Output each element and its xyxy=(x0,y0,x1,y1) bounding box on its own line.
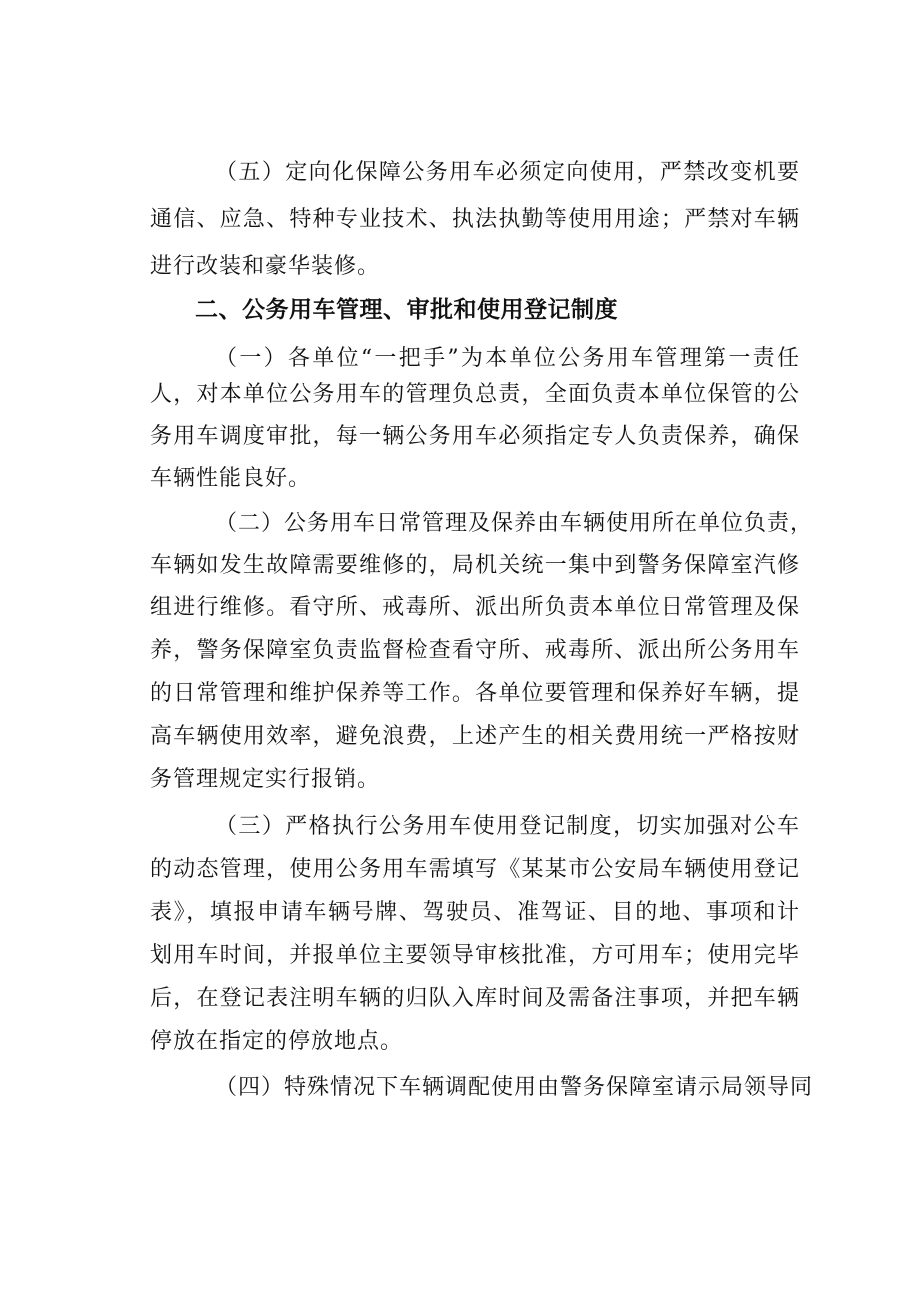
paragraph-line: 后，在登记表注明车辆的归队入库时间及需备注事项，并把车辆 xyxy=(150,986,800,1011)
paragraph-line: 表》，填报申请车辆号牌、驾驶员、准驾证、目的地、事项和计 xyxy=(150,900,800,925)
paragraph-line: 高车辆使用效率，避免浪费，上述产生的相关费用统一严格按财 xyxy=(150,724,800,749)
paragraph-line: 的动态管理，使用公务用车需填写《某某市公安局车辆使用登记 xyxy=(150,857,800,882)
paragraph-line: 进行改装和豪华装修。 xyxy=(150,254,381,279)
paragraph-line: 组进行维修。看守所、戒毒所、派出所负责本单位日常管理及保 xyxy=(150,595,800,620)
paragraph-line: 务用车调度审批，每一辆公务用车必须指定专人负责保养，确保 xyxy=(150,424,800,449)
paragraph-line: 通信、应急、特种专业技术、执法执勤等使用用途；严禁对车辆 xyxy=(150,207,800,232)
paragraph-line: （三）严格执行公务用车使用登记制度，切实加强对公车 xyxy=(215,814,800,839)
paragraph-line: 划用车时间，并报单位主要领导审核批准，方可用车；使用完毕 xyxy=(150,943,800,968)
paragraph-line: （五）定向化保障公务用车必须定向使用，严禁改变机要 xyxy=(215,160,800,185)
paragraph-line: 车辆如发生故障需要维修的，局机关统一集中到警务保障室汽修 xyxy=(150,553,800,578)
paragraph-line: （一）各单位“一把手”为本单位公务用车管理第一责任 xyxy=(215,346,800,371)
paragraph-line: 的日常管理和维护保养等工作。各单位要管理和保养好车辆，提 xyxy=(150,681,800,706)
paragraph-line: 养，警务保障室负责监督检查看守所、戒毒所、派出所公务用车 xyxy=(150,638,800,663)
paragraph-line: 务管理规定实行报销。 xyxy=(150,767,381,792)
paragraph-line: （二）公务用车日常管理及保养由车辆使用所在单位负责， xyxy=(215,511,814,536)
section-heading: 二、公务用车管理、审批和使用登记制度 xyxy=(195,297,618,323)
paragraph-line: （四）特殊情况下车辆调配使用由警务保障室请示局领导同 xyxy=(215,1075,814,1100)
paragraph-line: 车辆性能良好。 xyxy=(150,466,312,491)
paragraph-line: 人，对本单位公务用车的管理负总责，全面负责本单位保管的公 xyxy=(150,382,800,407)
paragraph-line: 停放在指定的停放地点。 xyxy=(150,1029,404,1054)
